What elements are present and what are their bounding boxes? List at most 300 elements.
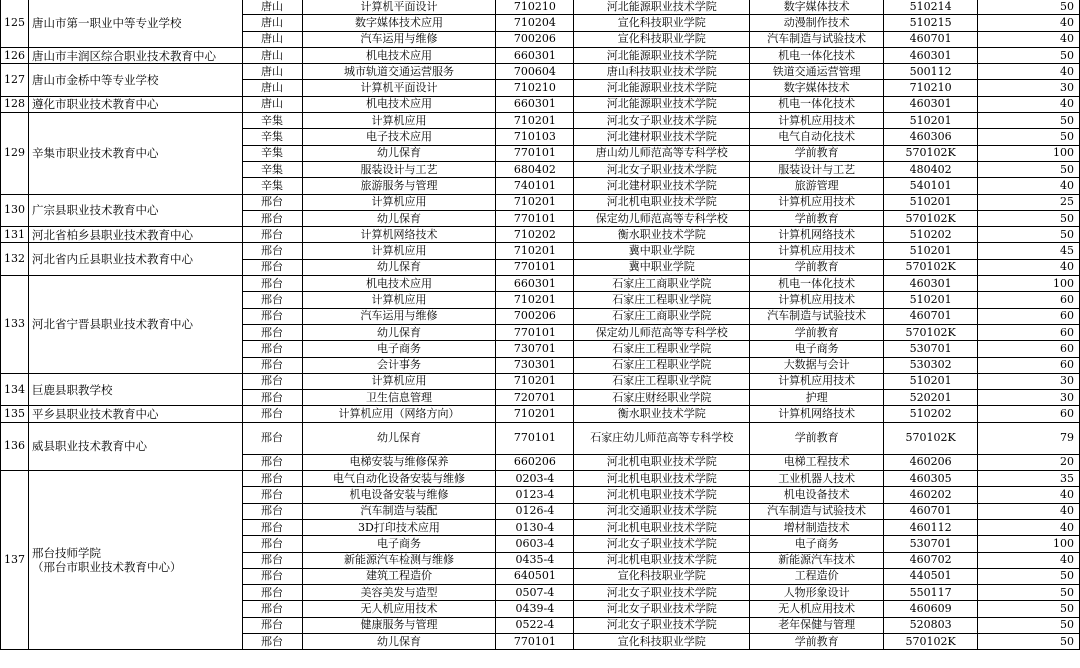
plan-count-cell: 60: [978, 341, 1080, 357]
major-cell: 幼儿保育: [302, 210, 496, 226]
plan-count-cell: 50: [978, 568, 1080, 584]
major-cell: 美容美发与造型: [302, 585, 496, 601]
target-major-cell: 计算机应用技术: [750, 292, 884, 308]
city-cell: 邢台: [242, 503, 302, 519]
target-code-cell: 460609: [884, 601, 978, 617]
city-cell: 邢台: [242, 633, 302, 649]
major-cell: 新能源汽车检测与维修: [302, 552, 496, 568]
major-cell: 计算机应用: [302, 292, 496, 308]
plan-count-cell: 40: [978, 96, 1080, 112]
school-name-cell: 河北省柏乡县职业技术教育中心: [28, 227, 242, 243]
plan-count-cell: 40: [978, 178, 1080, 194]
school-number-cell: 133: [1, 276, 29, 374]
major-cell: 卫生信息管理: [302, 390, 496, 406]
major-cell: 汽车制造与装配: [302, 503, 496, 519]
major-code-cell: 700604: [496, 64, 574, 80]
major-cell: 机电技术应用: [302, 47, 496, 63]
plan-count-cell: 50: [978, 0, 1080, 15]
target-code-cell: 540101: [884, 178, 978, 194]
major-code-cell: 710103: [496, 129, 574, 145]
target-major-cell: 无人机应用技术: [750, 601, 884, 617]
city-cell: 唐山: [242, 64, 302, 80]
city-cell: 邢台: [242, 341, 302, 357]
target-code-cell: 510201: [884, 373, 978, 389]
target-code-cell: 510215: [884, 15, 978, 31]
target-major-cell: 计算机应用技术: [750, 113, 884, 129]
college-cell: 河北女子职业技术学院: [574, 617, 750, 633]
target-code-cell: 570102K: [884, 422, 978, 454]
college-cell: 石家庄工程职业学院: [574, 373, 750, 389]
target-major-cell: 汽车制造与试验技术: [750, 503, 884, 519]
target-code-cell: 510201: [884, 292, 978, 308]
target-code-cell: 550117: [884, 585, 978, 601]
school-number-cell: 130: [1, 194, 29, 227]
target-code-cell: 510214: [884, 0, 978, 15]
major-cell: 汽车运用与维修: [302, 31, 496, 47]
major-code-cell: 710201: [496, 113, 574, 129]
major-code-cell: 0603-4: [496, 536, 574, 552]
plan-count-cell: 40: [978, 487, 1080, 503]
plan-count-cell: 100: [978, 276, 1080, 292]
major-code-cell: 710201: [496, 406, 574, 422]
school-number-cell: 135: [1, 406, 29, 422]
college-cell: 唐山幼儿师范高等专科学校: [574, 145, 750, 161]
plan-count-cell: 35: [978, 471, 1080, 487]
college-cell: 河北女子职业技术学院: [574, 585, 750, 601]
school-name-cell: 唐山市第一职业中等专业学校: [28, 0, 242, 47]
target-code-cell: 530302: [884, 357, 978, 373]
city-cell: 邢台: [242, 357, 302, 373]
college-cell: 河北机电职业技术学院: [574, 471, 750, 487]
major-cell: 幼儿保育: [302, 422, 496, 454]
major-cell: 服装设计与工艺: [302, 161, 496, 177]
college-cell: 河北能源职业技术学院: [574, 80, 750, 96]
college-cell: 河北女子职业技术学院: [574, 536, 750, 552]
target-code-cell: 460701: [884, 503, 978, 519]
target-code-cell: 460202: [884, 487, 978, 503]
city-cell: 唐山: [242, 47, 302, 63]
college-cell: 河北能源职业技术学院: [574, 47, 750, 63]
major-cell: 幼儿保育: [302, 633, 496, 649]
major-cell: 幼儿保育: [302, 324, 496, 340]
target-major-cell: 电气自动化技术: [750, 129, 884, 145]
major-cell: 电气自动化设备安装与维修: [302, 471, 496, 487]
target-major-cell: 旅游管理: [750, 178, 884, 194]
city-cell: 辛集: [242, 113, 302, 129]
major-code-cell: 770101: [496, 259, 574, 275]
college-cell: 石家庄工商职业学院: [574, 308, 750, 324]
major-cell: 城市轨道交通运营服务: [302, 64, 496, 80]
target-code-cell: 460306: [884, 129, 978, 145]
city-cell: 邢台: [242, 194, 302, 210]
major-cell: 机电技术应用: [302, 276, 496, 292]
city-cell: 唐山: [242, 31, 302, 47]
college-cell: 石家庄工程职业学院: [574, 357, 750, 373]
table-row: [1, 194, 1080, 210]
major-code-cell: 770101: [496, 324, 574, 340]
major-cell: 电梯安装与维修保养: [302, 454, 496, 470]
target-major-cell: 计算机应用技术: [750, 373, 884, 389]
target-major-cell: 计算机应用技术: [750, 243, 884, 259]
major-cell: 建筑工程造价: [302, 568, 496, 584]
major-cell: 电子商务: [302, 536, 496, 552]
target-major-cell: 工程造价: [750, 568, 884, 584]
major-code-cell: 730701: [496, 341, 574, 357]
target-code-cell: 710210: [884, 80, 978, 96]
city-cell: 辛集: [242, 161, 302, 177]
college-cell: 石家庄工程职业学院: [574, 341, 750, 357]
city-cell: 邢台: [242, 373, 302, 389]
target-major-cell: 学前教育: [750, 324, 884, 340]
city-cell: 辛集: [242, 145, 302, 161]
target-major-cell: 动漫制作技术: [750, 15, 884, 31]
table-body: [1, 0, 1080, 650]
major-cell: 3D打印技术应用: [302, 519, 496, 535]
college-cell: 河北机电职业技术学院: [574, 487, 750, 503]
city-cell: 邢台: [242, 406, 302, 422]
college-cell: 河北机电职业技术学院: [574, 454, 750, 470]
target-major-cell: 机电设备技术: [750, 487, 884, 503]
college-cell: 唐山科技职业技术学院: [574, 64, 750, 80]
school-number-cell: 131: [1, 227, 29, 243]
major-cell: 计算机平面设计: [302, 0, 496, 15]
college-cell: 石家庄工程职业学院: [574, 292, 750, 308]
plan-count-cell: 100: [978, 145, 1080, 161]
city-cell: 邢台: [242, 292, 302, 308]
target-code-cell: 460305: [884, 471, 978, 487]
target-major-cell: 电子商务: [750, 341, 884, 357]
major-code-cell: 770101: [496, 633, 574, 649]
school-name-cell: 平乡县职业技术教育中心: [28, 406, 242, 422]
target-major-cell: 服装设计与工艺: [750, 161, 884, 177]
plan-count-cell: 40: [978, 503, 1080, 519]
city-cell: 邢台: [242, 390, 302, 406]
school-number-cell: 137: [1, 471, 29, 650]
target-code-cell: 500112: [884, 64, 978, 80]
major-code-cell: 660206: [496, 454, 574, 470]
plan-count-cell: 40: [978, 259, 1080, 275]
college-cell: 保定幼儿师范高等专科学校: [574, 324, 750, 340]
college-cell: 宣化科技职业学院: [574, 568, 750, 584]
target-major-cell: 学前教育: [750, 210, 884, 226]
target-major-cell: 新能源汽车技术: [750, 552, 884, 568]
table-row: [1, 64, 1080, 80]
major-cell: 机电技术应用: [302, 96, 496, 112]
city-cell: 邢台: [242, 552, 302, 568]
college-cell: 冀中职业学院: [574, 243, 750, 259]
major-code-cell: 710210: [496, 80, 574, 96]
major-cell: 计算机应用: [302, 194, 496, 210]
target-major-cell: 汽车制造与试验技术: [750, 31, 884, 47]
major-cell: 会计事务: [302, 357, 496, 373]
school-name-cell: 辛集市职业技术教育中心: [28, 113, 242, 194]
target-code-cell: 460301: [884, 276, 978, 292]
school-number-cell: 127: [1, 64, 29, 97]
plan-count-cell: 50: [978, 227, 1080, 243]
target-code-cell: 460112: [884, 519, 978, 535]
plan-count-cell: 50: [978, 113, 1080, 129]
target-code-cell: 510201: [884, 243, 978, 259]
plan-count-cell: 79: [978, 422, 1080, 454]
city-cell: 唐山: [242, 0, 302, 15]
target-code-cell: 460206: [884, 454, 978, 470]
target-code-cell: 460701: [884, 308, 978, 324]
major-cell: 无人机应用技术: [302, 601, 496, 617]
college-cell: 河北建材职业技术学院: [574, 178, 750, 194]
college-cell: 石家庄财经职业学院: [574, 390, 750, 406]
college-cell: 石家庄工商职业学院: [574, 276, 750, 292]
major-cell: 计算机网络技术: [302, 227, 496, 243]
plan-count-cell: 45: [978, 243, 1080, 259]
target-major-cell: 大数据与会计: [750, 357, 884, 373]
school-number-cell: 128: [1, 96, 29, 112]
school-name-cell: 邢台技师学院 （邢台市职业技术教育中心）: [28, 471, 242, 650]
college-cell: 河北交通职业技术学院: [574, 503, 750, 519]
major-code-cell: 0435-4: [496, 552, 574, 568]
city-cell: 邢台: [242, 243, 302, 259]
plan-count-cell: 30: [978, 373, 1080, 389]
college-cell: 河北能源职业技术学院: [574, 0, 750, 15]
major-code-cell: 710204: [496, 15, 574, 31]
city-cell: 邢台: [242, 519, 302, 535]
college-cell: 冀中职业学院: [574, 259, 750, 275]
target-code-cell: 460301: [884, 96, 978, 112]
table-row: [1, 276, 1080, 292]
college-cell: 河北女子职业技术学院: [574, 161, 750, 177]
table-row: [1, 227, 1080, 243]
target-code-cell: 510202: [884, 406, 978, 422]
target-major-cell: 电梯工程技术: [750, 454, 884, 470]
school-name-cell: 广宗县职业技术教育中心: [28, 194, 242, 227]
plan-count-cell: 20: [978, 454, 1080, 470]
target-code-cell: 570102K: [884, 210, 978, 226]
school-name-cell: 河北省内丘县职业技术教育中心: [28, 243, 242, 276]
target-major-cell: 数字媒体技术: [750, 0, 884, 15]
major-code-cell: 0439-4: [496, 601, 574, 617]
plan-count-cell: 40: [978, 15, 1080, 31]
major-cell: 计算机应用（网络方向）: [302, 406, 496, 422]
major-code-cell: 680402: [496, 161, 574, 177]
target-major-cell: 学前教育: [750, 145, 884, 161]
target-code-cell: 570102K: [884, 633, 978, 649]
target-major-cell: 计算机应用技术: [750, 194, 884, 210]
college-cell: 宣化科技职业学院: [574, 15, 750, 31]
major-cell: 计算机平面设计: [302, 80, 496, 96]
target-code-cell: 570102K: [884, 324, 978, 340]
plan-count-cell: 60: [978, 292, 1080, 308]
city-cell: 邢台: [242, 422, 302, 454]
table-row: [1, 422, 1080, 454]
city-cell: 邢台: [242, 324, 302, 340]
college-cell: 河北机电职业技术学院: [574, 519, 750, 535]
college-cell: 河北能源职业技术学院: [574, 96, 750, 112]
target-major-cell: 计算机网络技术: [750, 406, 884, 422]
college-cell: 河北建材职业技术学院: [574, 129, 750, 145]
target-major-cell: 数字媒体技术: [750, 80, 884, 96]
target-major-cell: 机电一体化技术: [750, 276, 884, 292]
school-name-cell: 遵化市职业技术教育中心: [28, 96, 242, 112]
plan-count-cell: 40: [978, 31, 1080, 47]
school-name-cell: 威县职业技术教育中心: [28, 422, 242, 470]
plan-count-cell: 40: [978, 64, 1080, 80]
target-code-cell: 530701: [884, 341, 978, 357]
target-code-cell: 480402: [884, 161, 978, 177]
major-code-cell: 0126-4: [496, 503, 574, 519]
major-cell: 幼儿保育: [302, 259, 496, 275]
major-code-cell: 710210: [496, 0, 574, 15]
major-code-cell: 710201: [496, 373, 574, 389]
school-number-cell: 129: [1, 113, 29, 194]
major-code-cell: 700206: [496, 31, 574, 47]
city-cell: 唐山: [242, 15, 302, 31]
major-cell: 计算机应用: [302, 373, 496, 389]
city-cell: 邢台: [242, 585, 302, 601]
target-major-cell: 老年保健与管理: [750, 617, 884, 633]
major-cell: 旅游服务与管理: [302, 178, 496, 194]
city-cell: 邢台: [242, 601, 302, 617]
major-code-cell: 770101: [496, 145, 574, 161]
plan-count-cell: 60: [978, 324, 1080, 340]
target-code-cell: 570102K: [884, 259, 978, 275]
major-code-cell: 700206: [496, 308, 574, 324]
target-major-cell: 机电一体化技术: [750, 47, 884, 63]
major-code-cell: 0203-4: [496, 471, 574, 487]
table-row: [1, 0, 1080, 15]
school-name-cell: 巨鹿县职教学校: [28, 373, 242, 406]
table-row: [1, 113, 1080, 129]
city-cell: 唐山: [242, 96, 302, 112]
major-cell: 计算机应用: [302, 113, 496, 129]
college-cell: 衡水职业技术学院: [574, 227, 750, 243]
plan-count-cell: 50: [978, 47, 1080, 63]
plan-count-cell: 25: [978, 194, 1080, 210]
target-code-cell: 530701: [884, 536, 978, 552]
plan-count-cell: 50: [978, 617, 1080, 633]
college-cell: 河北女子职业技术学院: [574, 113, 750, 129]
city-cell: 邢台: [242, 617, 302, 633]
table-row: [1, 471, 1080, 487]
major-cell: 计算机应用: [302, 243, 496, 259]
school-name-cell: 河北省宁晋县职业技术教育中心: [28, 276, 242, 374]
college-cell: 河北女子职业技术学院: [574, 601, 750, 617]
major-cell: 电子商务: [302, 341, 496, 357]
major-code-cell: 0130-4: [496, 519, 574, 535]
city-cell: 邢台: [242, 471, 302, 487]
target-major-cell: 电子商务: [750, 536, 884, 552]
city-cell: 邢台: [242, 454, 302, 470]
major-code-cell: 710202: [496, 227, 574, 243]
target-major-cell: 铁道交通运营管理: [750, 64, 884, 80]
school-number-cell: 134: [1, 373, 29, 406]
major-code-cell: 710201: [496, 194, 574, 210]
major-code-cell: 660301: [496, 96, 574, 112]
major-code-cell: 660301: [496, 47, 574, 63]
table-row: [1, 96, 1080, 112]
city-cell: 邢台: [242, 276, 302, 292]
school-number-cell: 132: [1, 243, 29, 276]
target-code-cell: 460301: [884, 47, 978, 63]
major-code-cell: 740101: [496, 178, 574, 194]
plan-count-cell: 40: [978, 519, 1080, 535]
target-code-cell: 510201: [884, 113, 978, 129]
major-cell: 健康服务与管理: [302, 617, 496, 633]
target-code-cell: 520803: [884, 617, 978, 633]
city-cell: 邢台: [242, 536, 302, 552]
major-cell: 数字媒体技术应用: [302, 15, 496, 31]
target-code-cell: 570102K: [884, 145, 978, 161]
major-code-cell: 0522-4: [496, 617, 574, 633]
city-cell: 唐山: [242, 80, 302, 96]
plan-count-cell: 40: [978, 552, 1080, 568]
table-row: [1, 373, 1080, 389]
city-cell: 邢台: [242, 308, 302, 324]
school-number-cell: 125: [1, 0, 29, 47]
target-code-cell: 460701: [884, 31, 978, 47]
target-major-cell: 学前教育: [750, 633, 884, 649]
target-code-cell: 440501: [884, 568, 978, 584]
target-code-cell: 520201: [884, 390, 978, 406]
table-row: [1, 243, 1080, 259]
major-cell: 幼儿保育: [302, 145, 496, 161]
school-name-cell: 唐山市金桥中等专业学校: [28, 64, 242, 97]
city-cell: 邢台: [242, 487, 302, 503]
major-code-cell: 720701: [496, 390, 574, 406]
college-cell: 衡水职业技术学院: [574, 406, 750, 422]
school-name-cell: 唐山市丰润区综合职业技术教育中心: [28, 47, 242, 63]
city-cell: 辛集: [242, 129, 302, 145]
plan-count-cell: 50: [978, 129, 1080, 145]
target-major-cell: 增材制造技术: [750, 519, 884, 535]
plan-count-cell: 60: [978, 406, 1080, 422]
college-cell: 河北机电职业技术学院: [574, 552, 750, 568]
major-code-cell: 730301: [496, 357, 574, 373]
college-cell: 河北机电职业技术学院: [574, 194, 750, 210]
target-code-cell: 510202: [884, 227, 978, 243]
major-cell: 机电设备安装与维修: [302, 487, 496, 503]
target-major-cell: 人物形象设计: [750, 585, 884, 601]
major-cell: 汽车运用与维修: [302, 308, 496, 324]
plan-count-cell: 60: [978, 357, 1080, 373]
major-code-cell: 640501: [496, 568, 574, 584]
plan-count-cell: 50: [978, 601, 1080, 617]
plan-count-cell: 100: [978, 536, 1080, 552]
major-code-cell: 710201: [496, 243, 574, 259]
major-code-cell: 0123-4: [496, 487, 574, 503]
target-major-cell: 护理: [750, 390, 884, 406]
college-cell: 宣化科技职业学院: [574, 633, 750, 649]
target-major-cell: 机电一体化技术: [750, 96, 884, 112]
school-number-cell: 126: [1, 47, 29, 63]
table-row: [1, 47, 1080, 63]
target-major-cell: 学前教育: [750, 422, 884, 454]
college-cell: 石家庄幼儿师范高等专科学校: [574, 422, 750, 454]
plan-count-cell: 50: [978, 585, 1080, 601]
target-major-cell: 汽车制造与试验技术: [750, 308, 884, 324]
major-code-cell: 660301: [496, 276, 574, 292]
major-code-cell: 770101: [496, 422, 574, 454]
target-major-cell: 计算机网络技术: [750, 227, 884, 243]
school-number-cell: 136: [1, 422, 29, 470]
target-major-cell: 工业机器人技术: [750, 471, 884, 487]
college-cell: 保定幼儿师范高等专科学校: [574, 210, 750, 226]
city-cell: 邢台: [242, 259, 302, 275]
target-major-cell: 学前教育: [750, 259, 884, 275]
plan-count-cell: 30: [978, 390, 1080, 406]
major-code-cell: 0507-4: [496, 585, 574, 601]
plan-count-cell: 30: [978, 80, 1080, 96]
target-code-cell: 460702: [884, 552, 978, 568]
target-code-cell: 510201: [884, 194, 978, 210]
